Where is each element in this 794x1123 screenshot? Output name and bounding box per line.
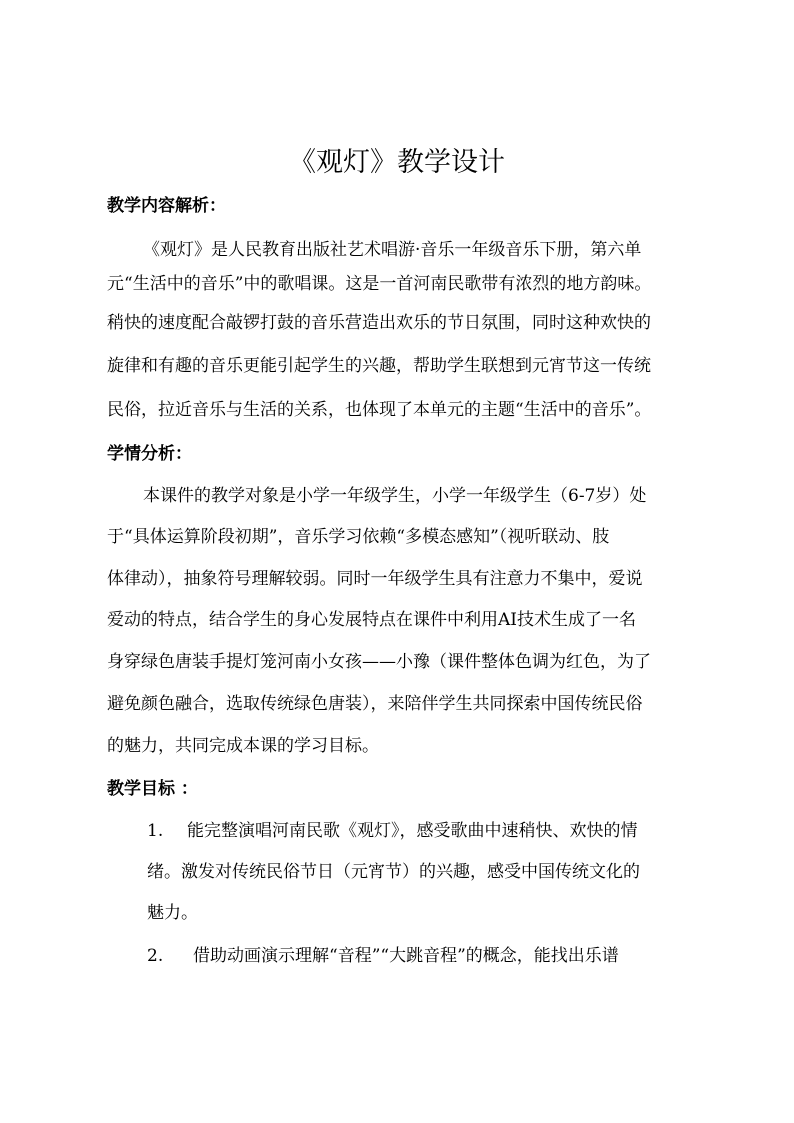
paragraph-line: 民俗，拉近音乐与生活的关系，也体现了本单元的主题“生活中的音乐”。 — [107, 400, 652, 420]
list-item-continuation: 魅力。 — [147, 903, 198, 923]
section-heading-objectives: 教学目标 ： — [107, 779, 198, 799]
document-title: 《观灯》教学设计 — [289, 147, 505, 178]
paragraph-line: 的魅力，共同完成本课的学习目标。 — [107, 736, 379, 756]
paragraph-line: 元“生活中的音乐”中的歌唱课。这是一首河南民歌带有浓烈的地方韵味。 — [107, 274, 652, 294]
paragraph-line: 体律动），抽象符号理解较弱。同时一年级学生具有注意力不集中，爱说 — [107, 569, 643, 589]
paragraph-line: 稍快的速度配合敲锣打鼓的音乐营造出欢乐的节日氛围，同时这种欢快的 — [107, 313, 651, 333]
list-item-text: 借助动画演示理解“音程”“大跳音程”的概念，能找出乐谱 — [193, 946, 619, 966]
section-heading-learner-analysis: 学情分析： — [107, 444, 192, 464]
list-number: 1. — [147, 821, 164, 841]
paragraph-line: 旋律和有趣的音乐更能引起学生的兴趣，帮助学生联想到元宵节这一传统 — [107, 356, 651, 376]
paragraph-line: 爱动的特点，结合学生的身心发展特点在课件中利用AI技术生成了一名 — [107, 610, 636, 630]
paragraph-line: 本课件的教学对象是小学一年级学生，小学一年级学生（6-7岁）处 — [143, 486, 647, 506]
list-item-text: 能完整演唱河南民歌《观灯》，感受歌曲中速稍快、欢快的情 — [187, 821, 638, 841]
section-heading-content-analysis: 教学内容解析： — [107, 196, 226, 216]
paragraph-line: 身穿绿色唐装手提灯笼河南小女孩——小豫（课件整体色调为红色，为了 — [107, 652, 651, 672]
paragraph-line: 《观灯》是人民教育出版社艺术唱游·音乐一年级音乐下册，第六单 — [143, 240, 642, 260]
paragraph-line: 避免颜色融合，选取传统绿色唐装），来陪伴学生共同探索中国传统民俗 — [107, 694, 643, 714]
list-item-continuation: 绪。激发对传统民俗节日（元宵节）的兴趣，感受中国传统文化的 — [147, 862, 640, 882]
list-number: 2. — [147, 946, 164, 966]
objective-item-2 — [147, 944, 619, 968]
paragraph-line: 于“具体运算阶段初期”，音乐学习依赖“多模态感知”（视听联动、肢 — [107, 527, 610, 547]
objective-item-1 — [147, 819, 638, 843]
